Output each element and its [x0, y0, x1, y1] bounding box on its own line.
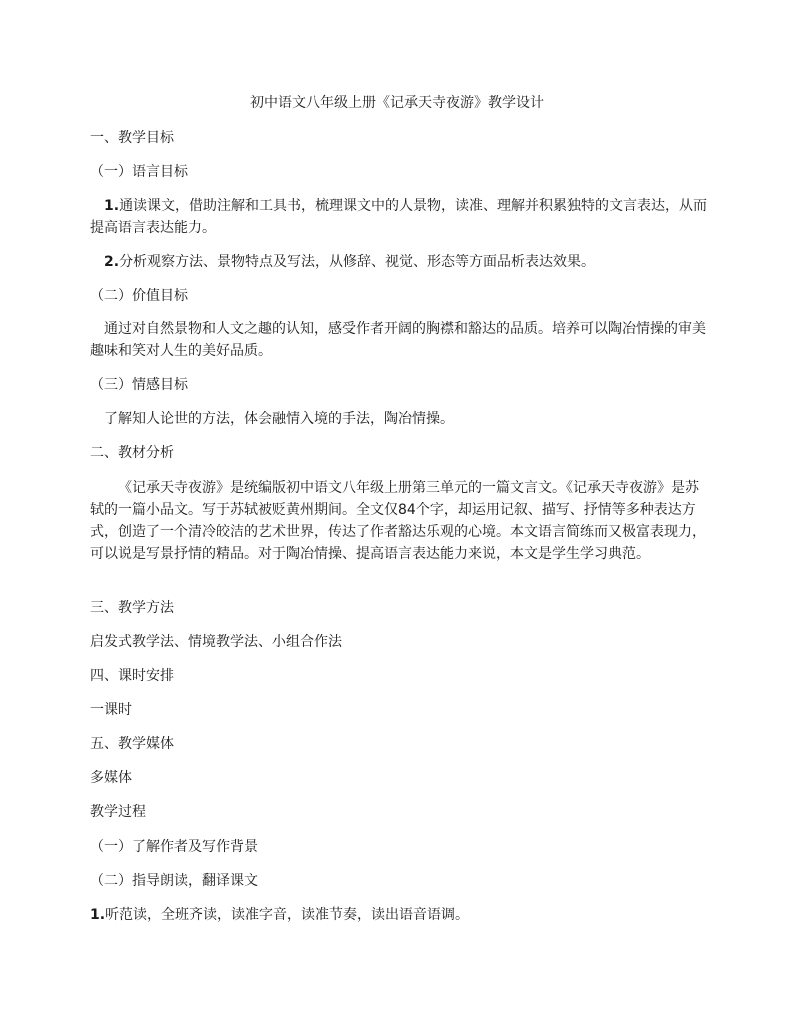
item-number: 2. [104, 254, 120, 270]
paragraph-teaching-methods: 启发式教学法、情境教学法、小组合作法 [90, 634, 342, 650]
item-text: 通读课文，借助注解和工具书，梳理课文中的人景物，读准、理解并积累独特的文言表达，从而提高语言表达能力。 [90, 198, 708, 236]
paragraph-class-schedule: 一课时 [90, 702, 132, 718]
subheading-value-goals: （二）价值目标 [90, 288, 188, 304]
paragraph-value-goals: 通过对自然景物和人文之趣的认知，感受作者开阔的胸襟和豁达的品质。培养可以陶冶情操的审美趣味和笑对人生的美好品质。 [90, 321, 706, 359]
section-heading-teaching-media: 五、教学媒体 [90, 736, 174, 752]
paragraph-language-goal-2 [90, 251, 710, 273]
paragraph-language-goal-1 [90, 195, 710, 239]
document-title: 初中语文八年级上册《记承天寺夜游》教学设计 [250, 95, 544, 111]
item-number: 1. [90, 907, 106, 923]
section-heading-teaching-methods: 三、教学方法 [90, 600, 174, 616]
paragraph-material-analysis: 《记承天寺夜游》是统编版初中语文八年级上册第三单元的一篇文言文。《记承天寺夜游》是苏轼的一篇小品文。写于苏轼被贬黄州期间。全文仅84个字，却运用记叙、描写、抒情等多种表达方式，创造了一个清冷皎洁的艺术世界，传达了作者豁达乐观的心境。本文语言简练而又极富表现力，可以说是写景抒情的精品。对于陶冶情操、提高语言表达能力来说，本文是学生学习典范。 [90, 480, 706, 562]
paragraph-reading-step-1 [90, 904, 710, 926]
paragraph-teaching-media: 多媒体 [90, 770, 132, 786]
item-number: 1. [104, 198, 120, 214]
subheading-emotion-goals: （三）情感目标 [90, 377, 188, 393]
paragraph-emotion-goals: 了解知人论世的方法，体会融情入境的手法，陶冶情操。 [104, 411, 454, 427]
subheading-language-goals: （一）语言目标 [90, 164, 188, 180]
section-heading-objectives: 一、教学目标 [90, 130, 174, 146]
subheading-author-background: （一）了解作者及写作背景 [90, 839, 258, 855]
heading-teaching-process: 教学过程 [90, 804, 146, 820]
section-heading-material-analysis: 二、教材分析 [90, 445, 174, 461]
subheading-guided-reading: （二）指导朗读，翻译课文 [90, 873, 258, 889]
item-text: 听范读，全班齐读，读准字音，读准节奏，读出语音语调。 [105, 907, 470, 923]
item-text: 分析观察方法、景物特点及写法，从修辞、视觉、形态等方面品析表达效果。 [119, 254, 596, 270]
section-heading-class-schedule: 四、课时安排 [90, 668, 174, 684]
